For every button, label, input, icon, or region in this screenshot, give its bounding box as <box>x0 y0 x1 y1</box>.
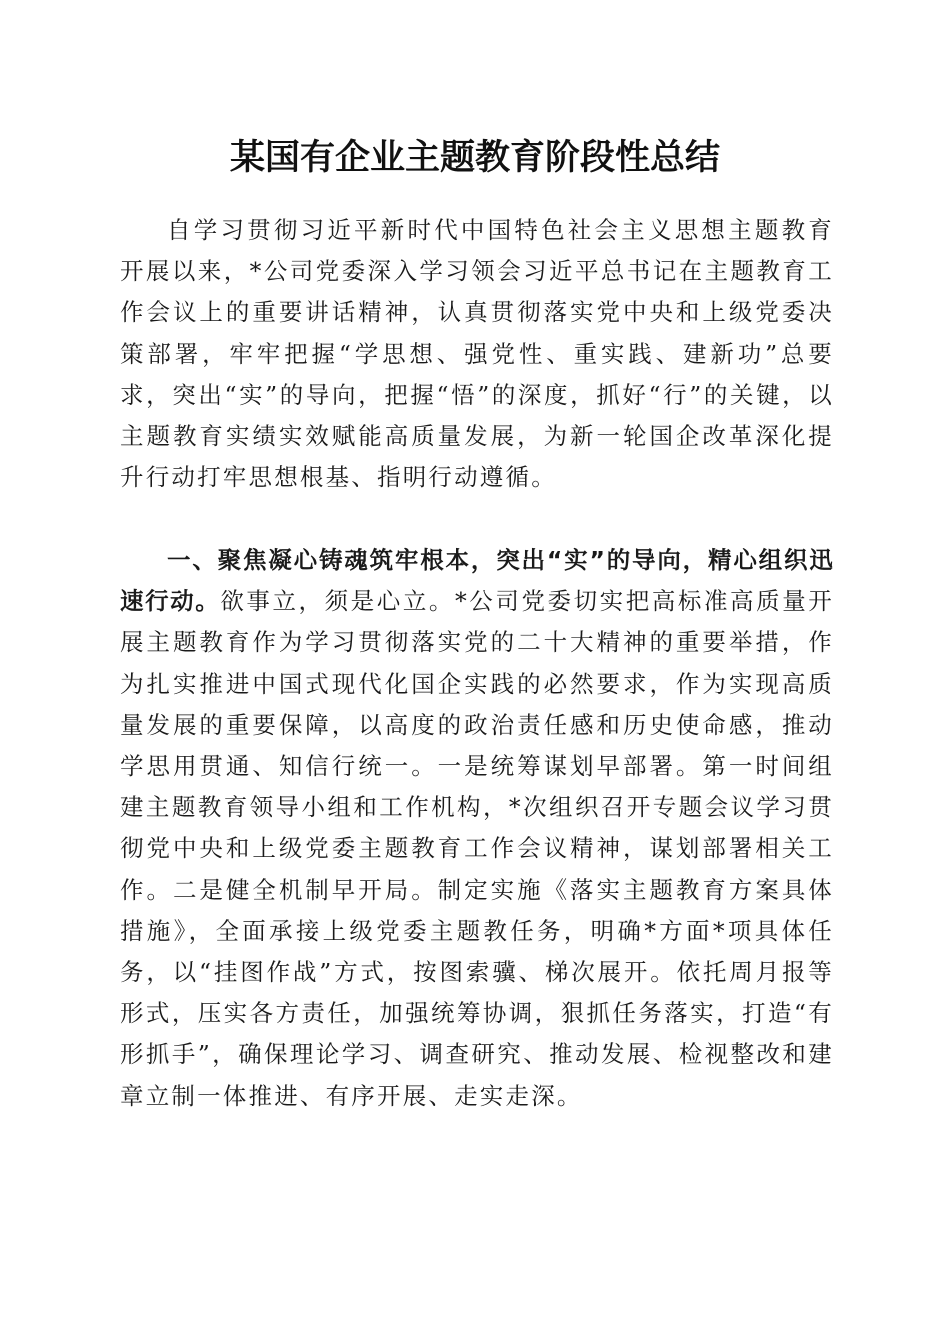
paragraph-intro <box>120 210 834 498</box>
paragraph-section-one <box>120 540 834 1117</box>
section-one-heading: 一、聚焦凝心铸魂筑牢根本，突出“实”的导向，精心组织迅速行动。 <box>120 546 834 616</box>
document-title: 某国有企业主题教育阶段性总结 <box>229 137 720 178</box>
paragraph-intro-text: 自学习贯彻习近平新时代中国特色社会主义思想主题教育开展以来，*公司党委深入学习领会习近平总书记在主题教育工作会议上的重要讲话精神，认真贯彻落实党中央和上级党委决策部署，牢牢把握“学思想、强党性、重实践、建新功”总要求，突出“实”的导向，把握“悟”的深度，抓好“行”的关键，以主题教育实绩实效赋能高质量发展，为新一轮国企改革深化提升行动打牢思想根基、指明行动遵循。 <box>120 216 834 492</box>
paragraph-section-one-text: 欲事立，须是心立。*公司党委切实把高标准高质量开展主题教育作为学习贯彻落实党的二十大精神的重要举措，作为扎实推进中国式现代化国企实践的必然要求，作为实现高质量发展的重要保障，以高度的政治责任感和历史使命感，推动学思用贯通、知信行统一。一是统筹谋划早部署。第一时间组建主题教育领导小组和工作机构，*次组织召开专题会议学习贯彻党中央和上级党委主题教育工作会议精神，谋划部署相关工作。二是健全机制早开局。制定实施《落实主题教育方案具体措施》，全面承接上级党委主题教任务，明确*方面*项具体任务，以“挂图作战”方式，按图索骥、梯次展开。依托周月报等形式，压实各方责任，加强统筹协调，狠抓任务落实，打造“有形抓手”，确保理论学习、调查研究、推动发展、检视整改和建章立制一体推进、有序开展、走实走深。 <box>120 587 834 1110</box>
